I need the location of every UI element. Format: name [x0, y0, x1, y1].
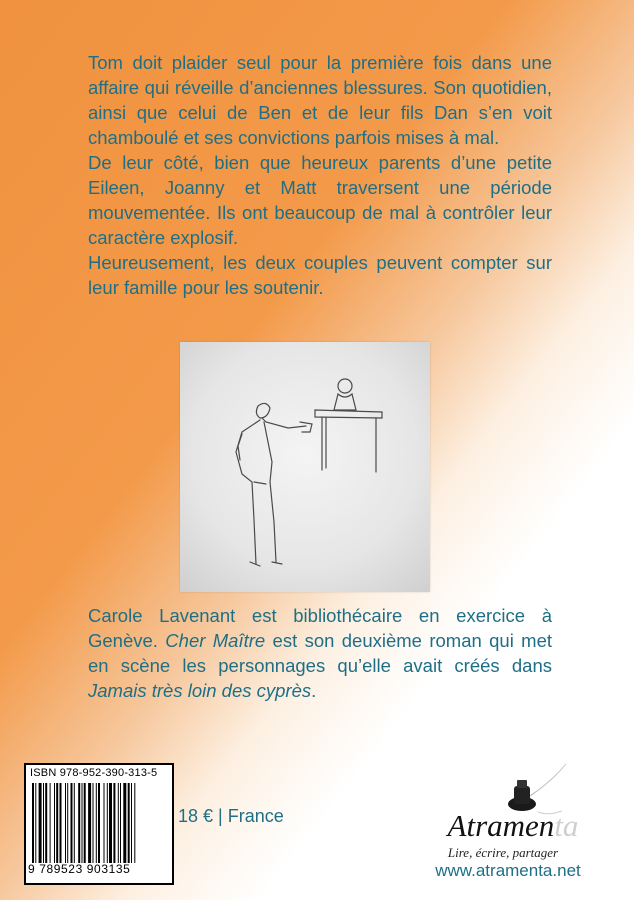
barcode-bar — [104, 783, 105, 863]
publisher-tagline: Lire, écrire, partager — [447, 845, 559, 860]
synopsis-paragraph-1: Tom doit plaider seul pour la première fois dans une affaire qui réveille d’anciennes blessures. Son quotidien, ainsi que celui de Ben et de leur fils Dan s’en voit chamboulé et ses convictions parfois mises à mal. — [88, 52, 552, 148]
barcode-bar — [60, 783, 62, 863]
synopsis — [88, 50, 552, 300]
barcode-bar — [128, 783, 130, 863]
barcode-bar — [65, 783, 66, 863]
price-label: 18 € | France — [178, 806, 284, 826]
barcode-bar — [93, 783, 94, 863]
barcode-bar — [50, 783, 51, 863]
barcode-bar — [45, 783, 47, 863]
book-title-cher-maitre: Cher Maître — [165, 630, 266, 651]
author-bio-text — [88, 603, 552, 703]
author-bio-part-2: est son deuxième roman qui met en scène les personnages qu’elle avait créés dans — [88, 630, 553, 676]
isbn-barcode — [24, 763, 174, 885]
barcode-bar — [32, 783, 34, 863]
barcode-bar — [118, 783, 119, 863]
barcode-bar — [88, 783, 91, 863]
author-bio-part-3: . — [311, 680, 317, 701]
isbn-number: ISBN 978-952-390-313-5 — [30, 767, 158, 779]
barcode-bar — [131, 783, 132, 863]
barcode-bar — [120, 783, 121, 863]
synopsis-paragraph-2: De leur côté, bien que heureux parents d’une petite Eileen, Joanny et Matt traversent une période mouvementée. Ils ont beaucoup de mal à contrôler leur caractère explosif. — [88, 152, 552, 248]
barcode-bar — [78, 783, 80, 863]
barcode-bar — [84, 783, 86, 863]
author-bio-part-1: Carole Lavenant est bibliothécaire en exercice à Genève. — [88, 605, 552, 651]
barcode-bar — [109, 783, 112, 863]
courtroom-sketch-illustration — [180, 342, 430, 592]
publisher-website-link[interactable]: www.atramenta.net — [435, 861, 581, 880]
barcode-bar — [71, 783, 73, 863]
barcode-bar — [56, 783, 58, 863]
publisher-name-main: Atramen — [447, 808, 555, 843]
author-bio — [88, 603, 552, 703]
barcode-bar — [35, 783, 36, 863]
barcode-digits: 9 789523 903135 — [28, 862, 131, 876]
publisher-name-ghost: ta — [554, 808, 579, 843]
barcode-bar — [134, 783, 135, 863]
barcode-bar — [96, 783, 97, 863]
synopsis-paragraph-3: Heureusement, les deux couples peuvent compter sur leur famille pour les soutenir. — [88, 252, 552, 298]
barcode-bars — [32, 783, 166, 863]
sketch-drawing — [180, 342, 430, 592]
barcode-bar — [67, 783, 68, 863]
barcode-bar — [54, 783, 55, 863]
barcode-bar — [123, 783, 126, 863]
book-title-jamais-tres-loin: Jamais très loin des cyprès — [88, 680, 312, 701]
barcode-bar — [82, 783, 83, 863]
inkwell-quill-icon — [488, 756, 568, 816]
publisher-logo-block — [418, 756, 608, 886]
publisher-name — [418, 808, 608, 844]
barcode-bar — [113, 783, 115, 863]
barcode-bar — [74, 783, 75, 863]
barcode-bar — [98, 783, 100, 863]
barcode-bar — [43, 783, 44, 863]
barcode-bar — [107, 783, 108, 863]
barcode-bar — [39, 783, 42, 863]
